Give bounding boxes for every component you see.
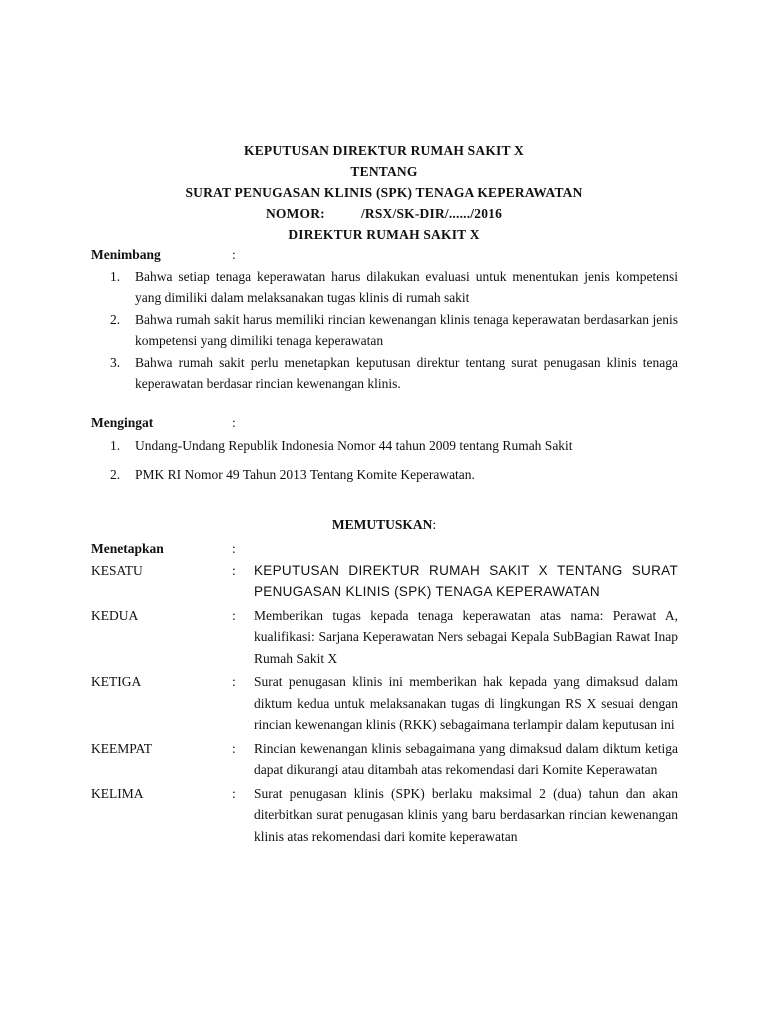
list-item [110, 435, 678, 456]
list-item-text: Bahwa rumah sakit harus memiliki rincian kewenangan klinis tenaga keperawatan berdasarkan jenis kompetensi yang dimiliki tenaga keperawatan [135, 312, 678, 348]
nomor-label: NOMOR: [265, 206, 325, 221]
heading-nomor [0, 203, 768, 224]
mengingat-list [110, 435, 678, 486]
menimbang-colon: : [232, 247, 236, 262]
decree-colon: : [232, 740, 236, 756]
decree-colon: : [232, 562, 236, 578]
heading-director: DIREKTUR RUMAH SAKIT X [288, 227, 480, 242]
menimbang-label: Menimbang [91, 247, 161, 262]
list-item-text: Bahwa rumah sakit perlu menetapkan keputusan direktur tentang surat penugasan klinis tenaga keperawatan berdasar rincian kewenangan klinis. [135, 355, 678, 391]
list-item [110, 464, 678, 485]
document-heading [0, 140, 768, 245]
decree-text: Surat penugasan klinis ini memberikan hak kepada yang dimaksud dalam diktum kedua untuk melaksanakan tugas di lingkungan RS X sesuai dengan rincian kewenangan klinis (RKK) sebagaimana terlampir dalam keputusan ini [254, 674, 678, 732]
decree-item-keempat [91, 738, 678, 781]
decree-text: KEPUTUSAN DIREKTUR RUMAH SAKIT X TENTANG SURAT PENUGASAN KLINIS (SPK) TENAGA KEPERAWATAN [254, 562, 678, 599]
mengingat-label: Mengingat [91, 415, 154, 430]
list-item-text: PMK RI Nomor 49 Tahun 2013 Tentang Komite Keperawatan. [135, 467, 475, 482]
list-item-number: 1. [110, 269, 121, 284]
list-item-number: 1. [110, 438, 121, 453]
decree-label: KESATU [91, 562, 143, 578]
decree-label: KEEMPAT [91, 740, 153, 756]
heading-tentang: TENTANG [350, 164, 418, 179]
decree-label: KETIGA [91, 674, 142, 689]
decree-text: Surat penugasan klinis (SPK) berlaku maksimal 2 (dua) tahun dan akan diterbitkan surat penugasan klinis yang baru berdasarkan rincian kewenangan klinis atas rekomendasi dari komite keperawatan [254, 785, 678, 844]
menetapkan-label: Menetapkan [91, 541, 164, 556]
list-item [110, 309, 678, 351]
decree-text: Rincian kewenangan klinis sebagaimana yang dimaksud dalam diktum ketiga dapat dikurangi atau ditambah atas rekomendasi dari Komite Keperawatan [254, 740, 678, 777]
list-item [110, 266, 678, 308]
list-item-text: Undang-Undang Republik Indonesia Nomor 44 tahun 2009 tentang Rumah Sakit [135, 438, 573, 453]
list-item-number: 2. [110, 467, 121, 482]
decree-item-ketiga [91, 671, 678, 736]
list-item [110, 352, 678, 394]
menetapkan-colon: : [232, 541, 236, 556]
decree-item-kelima [91, 783, 678, 848]
list-item-number: 2. [110, 312, 121, 327]
nomor-value: /RSX/SK-DIR/....../2016 [360, 206, 503, 221]
decree-label: KEDUA [91, 607, 139, 623]
decree-colon: : [232, 607, 236, 623]
decree-item-kesatu [91, 560, 678, 603]
heading-subject: SURAT PENUGASAN KLINIS (SPK) TENAGA KEPERAWATAN [185, 185, 583, 200]
heading-title: KEPUTUSAN DIREKTUR RUMAH SAKIT X [244, 143, 524, 158]
memutuskan-colon: : [432, 517, 437, 532]
decree-label: KELIMA [91, 785, 144, 801]
list-item-text: Bahwa setiap tenaga keperawatan harus dilakukan evaluasi untuk menentukan jenis kompetensi yang dimiliki dalam melaksanakan tugas klinis di rumah sakit [135, 269, 678, 305]
list-item-number: 3. [110, 355, 121, 370]
decree-colon: : [232, 674, 236, 689]
menetapkan-section [91, 538, 678, 847]
decree-text: Memberikan tugas kepada tenaga keperawatan atas nama: Perawat A, kualifikasi: Sarjana Keperawatan Ners sebagai Kepala SubBagian Rawat Inap Rumah Sakit X [254, 607, 678, 666]
mengingat-colon: : [232, 415, 236, 430]
decree-colon: : [232, 785, 236, 801]
menimbang-list [110, 266, 678, 395]
memutuskan-heading [0, 517, 768, 533]
memutuskan-label: MEMUTUSKAN [331, 517, 433, 532]
decree-item-kedua [91, 605, 678, 670]
menetapkan-row [91, 538, 678, 560]
